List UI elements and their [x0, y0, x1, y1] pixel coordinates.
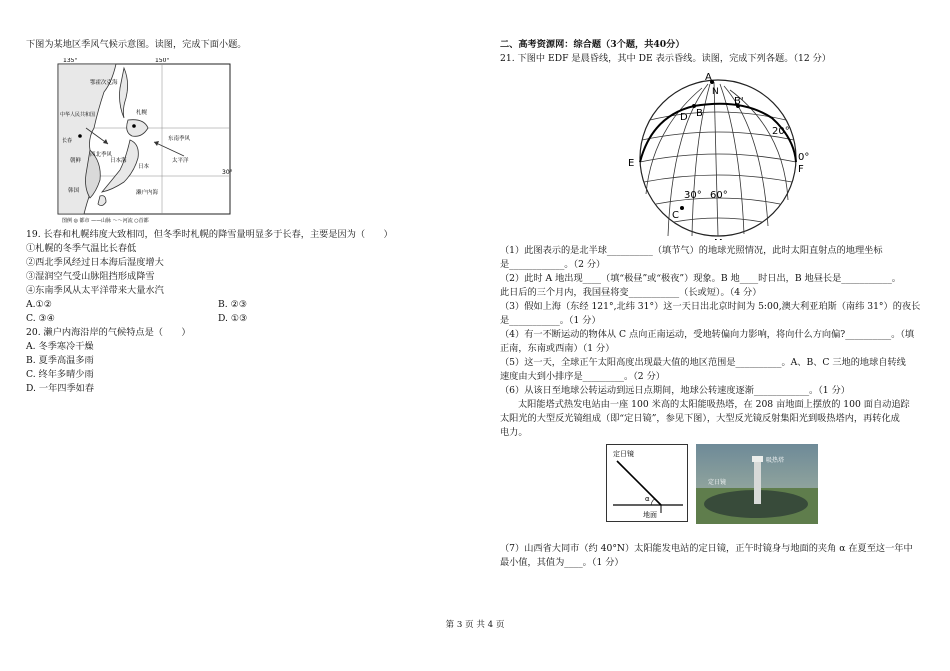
solar-plant-photo: [696, 444, 818, 524]
monsoon-map: [54, 58, 236, 224]
globe-label-lon30: 30°: [684, 190, 702, 201]
globe-label-a: A: [705, 72, 712, 83]
map-intro: 下图为某地区季风气候示意图。读图，完成下面小题。: [26, 39, 247, 50]
q19-item-1: ①札幌的冬季气温比长春低: [26, 243, 137, 254]
japan-label: 日本: [138, 164, 150, 170]
q21-sub3-line2: 是___________。（1 分）: [500, 315, 601, 326]
korea-label: 朝鲜: [70, 158, 82, 164]
q19-option-b: B. ②③: [218, 299, 248, 310]
right-column: [500, 38, 928, 570]
page-footer: 第 3 页 共 4 页: [445, 620, 505, 630]
q19-item-2: ②西北季风经过日本海后湿度增大: [26, 257, 164, 268]
q21-sub7-line2: 最小值，其值为____。（1 分）: [500, 557, 624, 568]
q21-sub1-line1: （1）此图表示的是北半球__________（填节气）的地球光照情况，此时太阳直射点的地理坐标: [500, 245, 883, 256]
globe-label-lon60: 60°: [710, 190, 728, 201]
q20-stem: 20. 濑户内海沿岸的气候特点是（ ）: [26, 327, 191, 338]
heliostat-label: 定日镜: [613, 450, 634, 458]
q21-sub2-line1: （2）此时 A 地出现____（填“极昼”或“极夜”）现象。B 地____时日出，B 地昼长是___________。: [500, 273, 901, 284]
globe-label-m: [714, 238, 723, 240]
solar-paragraph-line3: 电力。: [500, 427, 528, 438]
globe-label-b: B: [696, 108, 703, 119]
globe-label-b-prime: B': [734, 96, 744, 107]
q21-intro: 21. 下图中 EDF 是晨昏线，其中 DE 表示昏线。读图，完成下列各题。（12 分）: [500, 53, 831, 64]
solar-paragraph-line1: 太阳能塔式热发电站由一座 100 米高的太阳能吸热塔，在 208 亩地面上摆放的 100 面自动追踪: [518, 399, 910, 410]
globe-label-f: F: [798, 164, 804, 175]
section-title: 二、高考资源网：综合题（3个题，共40分）: [500, 39, 685, 50]
q21-sub4-line1: （4）有一不断运动的物体从 C 点向正南运动，受地转偏向力影响，将向什么方向偏?__________。（填: [500, 329, 915, 340]
q19-option-c: C. ③④: [26, 313, 56, 324]
lon-135-label: 135°: [63, 58, 78, 64]
solar-figure-row: [500, 444, 928, 536]
sea-label: 鄂霍次克海: [90, 80, 118, 86]
q21-sub3-line1: （3）假如上海（东经 121°,北纬 31°）这一天日出北京时间为 5:00,澳大利亚珀斯（南纬 31°）的夜长: [500, 301, 921, 312]
monsoon-map-svg: [54, 58, 236, 224]
globe-diagram: [612, 70, 824, 240]
q19-options-row-1: [26, 298, 456, 312]
q19-option-d: D. ①③: [218, 313, 248, 324]
q20-option-a: A. 冬季寒冷干燥: [26, 341, 94, 352]
q19-item-4: ④东南季风从太平洋带来大量水汽: [26, 285, 164, 296]
changchun-label: 长春: [62, 138, 73, 144]
lat-30-label: 30°: [222, 169, 233, 176]
alpha-label: α: [645, 495, 650, 503]
q21-sub5-line1: （5）这一天，全球正午太阳高度出现最大值的地区范围是__________。A、B、C 三地的地球自转线: [500, 357, 906, 368]
skorea-label: 韩国: [68, 188, 80, 194]
globe-label-lon0: 0°: [798, 152, 810, 163]
globe-label-e: E: [628, 158, 635, 169]
q19-item-3: ③湿润空气受山脉阻挡形成降雪: [26, 271, 155, 282]
globe-label-n: N: [712, 87, 719, 97]
q21-sub2-line2: 此日后的三个月内，我国昼将变___________（长或短）。（4 分）: [500, 287, 762, 298]
se-monsoon-label: 东南季风: [168, 136, 191, 142]
globe-label-d: D: [680, 112, 688, 123]
q21-sub4-line2: 正南，东南或西南）（1 分）: [500, 343, 615, 354]
solar-paragraph-line2: 太阳光的大型反光镜组成（即“定日镜”，参见下图），大型反光镜反射集阳光到吸热塔内，再转化成: [500, 413, 900, 424]
q21-sub5-line2: 速度由大到小排序是_________。（2 分）: [500, 371, 665, 382]
nw-monsoon-label: 西北季风: [90, 152, 113, 158]
q19-stem: 19. 长春和札幌纬度大致相同，但冬季时札幌的降雪量明显多于长春，主要是因为（ ）: [26, 229, 393, 240]
ground-label: 地面: [643, 511, 657, 519]
q21-sub1-line2: 是____________。（2 分）: [500, 259, 606, 270]
inland-sea-label: 濑户内海: [136, 190, 159, 196]
map-legend: 图例 ◎ 都市 ——山脉 ～～河流 ○首都: [62, 218, 149, 224]
q21-sub7-line1: （7）山西省大同市（约 40°N）太阳能发电站的定日镜，正午时镜身与地面的夹角 α 在夏至这一年中: [500, 543, 913, 554]
japan-sea-label: 日本海: [110, 158, 127, 164]
q19-options-row-2: [26, 312, 456, 326]
q20-option-b: B. 夏季高温多雨: [26, 355, 94, 366]
left-column: [26, 38, 456, 396]
q21-sub6: （6）从该日至地球公转运动到远日点期间，地球公转速度逐渐____________。（1 分）: [500, 385, 850, 396]
globe-label-lat20: 20°: [772, 126, 790, 137]
q20-option-d: D. 一年四季如春: [26, 383, 95, 394]
q20-option-c: C. 终年多晴少雨: [26, 369, 94, 380]
photo-mirror-label: 定日镜: [708, 479, 727, 486]
heliostat-diagram: [606, 444, 688, 522]
lon-150-label: 150°: [155, 58, 170, 64]
globe-label-c: C: [672, 210, 679, 221]
sapporo-label: 札幌: [136, 110, 148, 116]
photo-tower-label: 吸热塔: [766, 457, 785, 464]
q19-option-a: A.①②: [26, 299, 53, 310]
pacific-label: 太平洋: [172, 158, 189, 164]
china-label: 中华人民共和国: [60, 112, 96, 118]
globe-svg: [612, 70, 824, 240]
